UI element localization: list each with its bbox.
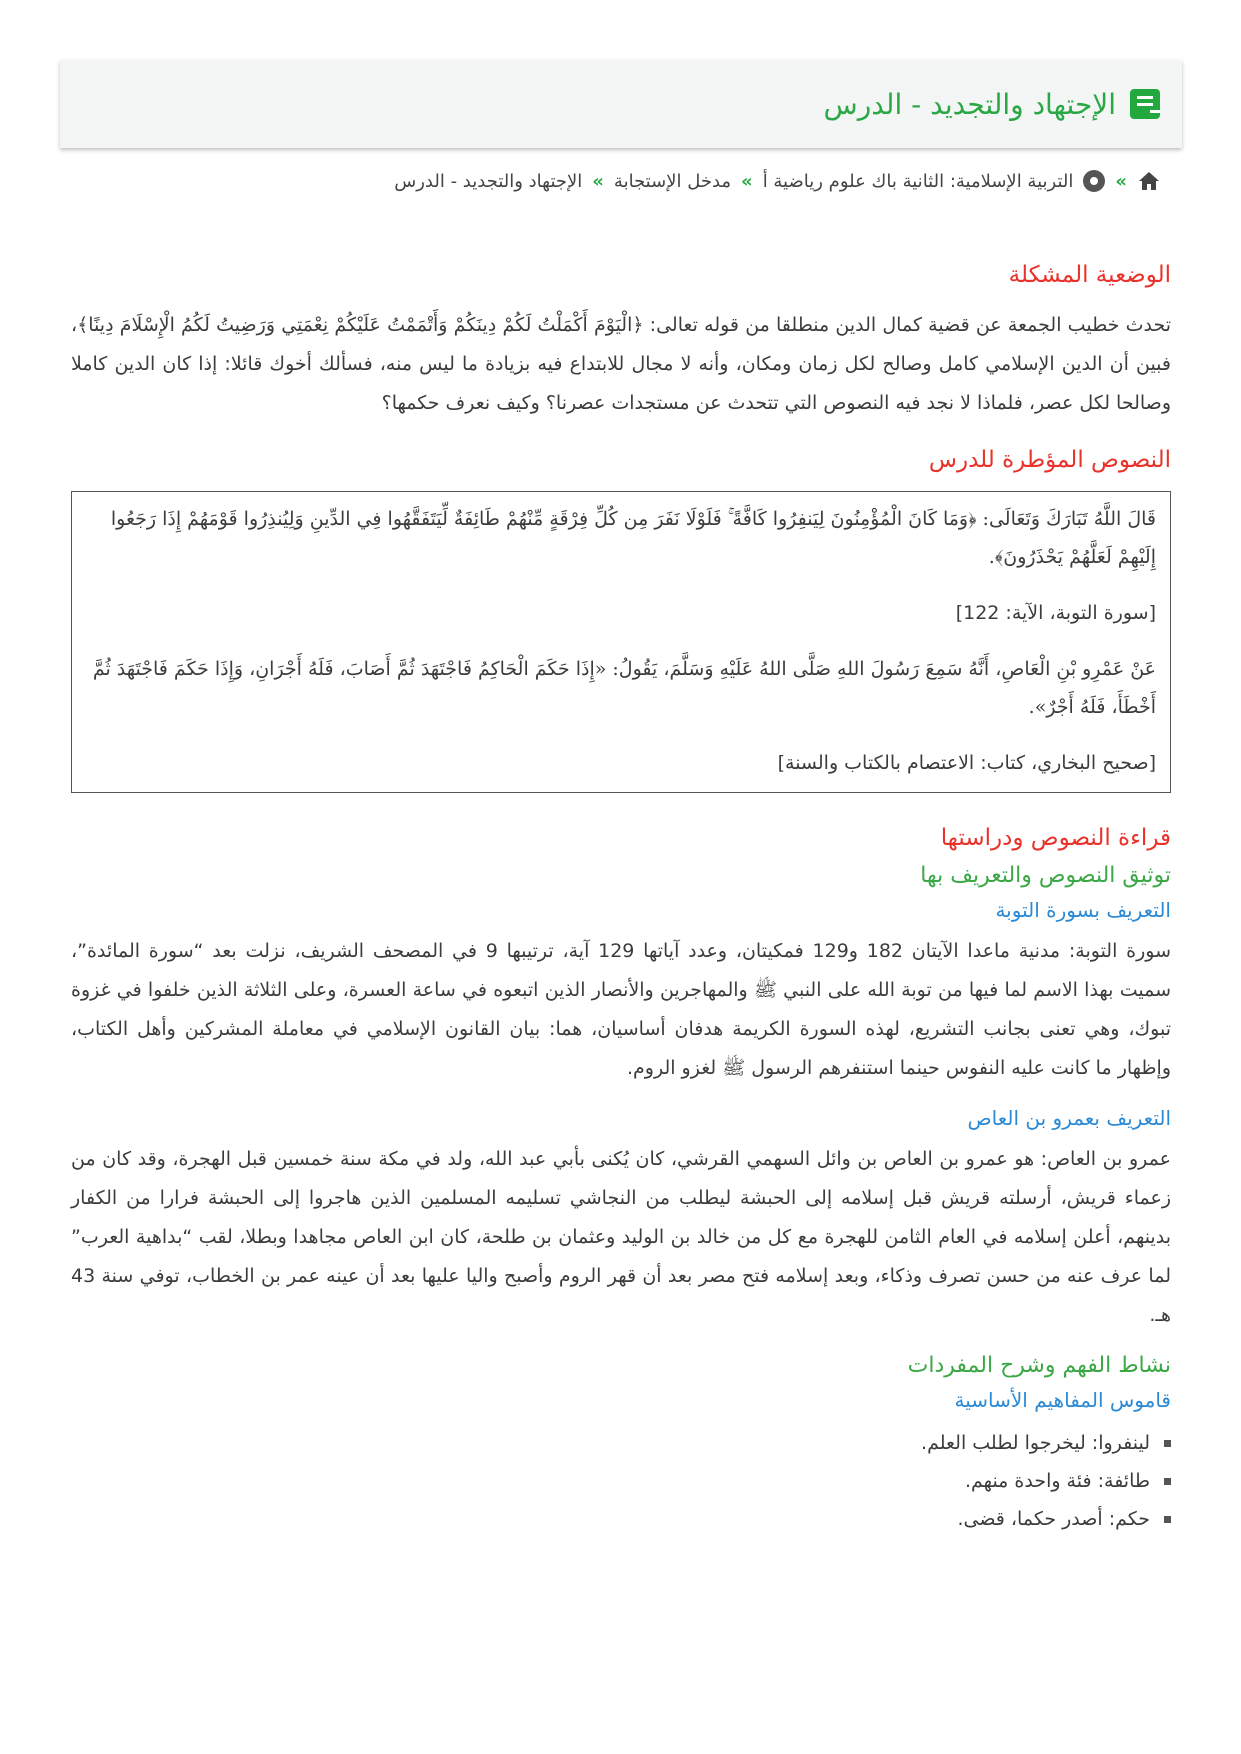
hadith-text: عَنْ عَمْرِو بْنِ الْعَاصِ، أَنَّهُ سَمِعَ رَسُولَ اللهِ صَلَّى اللهُ عَلَيْهِ وَسَلَّمَ، يَقُولُ: «إِذَا حَكَمَ الْحَاكِمُ فَاجْتَهَدَ ثُمَّ أَصَابَ، فَلَهُ أَجْرَانِ، وَإِذَا حَكَمَ فَاجْتَهَدَ ثُمَّ أَخْطَأَ، فَلَهُ أَجْرٌ». (92, 658, 1156, 718)
breadcrumb-item-subject[interactable]: التربية الإسلامية: الثانية باك علوم رياضية أ (762, 170, 1074, 192)
list-item: حكم: أصدر حكما، قضى. (71, 1500, 1171, 1538)
list-item: لينفروا: ليخرجوا لطلب العلم. (71, 1424, 1171, 1462)
home-icon[interactable] (1137, 170, 1161, 192)
page-header (60, 60, 1182, 148)
surah-title: التعريف بسورة التوبة (995, 898, 1171, 922)
document-icon (1130, 89, 1160, 119)
breadcrumb (394, 170, 1161, 192)
surah-text: سورة التوبة: مدنية ماعدا الآيتان 182 و129 فمكيتان، وعدد آياتها 129 آية، ترتيبها 9 في المصحف الشريف، نزلت بعد “سورة المائدة”، سميت بهذا الاسم لما فيها من توبة الله على النبي ﷺ والمهاجرين والأنصار الذين اتبعوه في ساعة العسرة، وعلى الثلاثة الذين خلفوا في غزوة تبوك، وهي تعنى بجانب التشريع، لهذه السورة الكريمة هدفان أساسيان، هما: بيان القانون الإسلامي في معاملة المشركين وأهل الكتاب، وإظهار ما كانت عليه النفوس حينما استنفرهم الرسول ﷺ لغزو الروم. (71, 940, 1171, 1079)
hadith-reference: [صحيح البخاري، كتاب: الاعتصام بالكتاب والسنة] (777, 752, 1156, 774)
subject-icon (1083, 170, 1105, 192)
understanding-heading: نشاط الفهم وشرح المفردات (907, 1353, 1171, 1378)
amr-text: عمرو بن العاص: هو عمرو بن العاص بن وائل السهمي القرشي، كان يُكنى بأبي عبد الله، ولد في مكة سنة خمسين قبل الهجرة، وقد كان من زعماء قريش، أرسلته قريش قبل إسلامه إلى الحبشة ليطلب من النجاشي تسليمه المسلمين الذين هاجروا إلى الحبشة فرارا من الكفار بدينهم، أعلن إسلامه في العام الثامن للهجرة مع كل من خالد بن الوليد وعثمان بن طلحة، كان ابن العاص مجاهدا وبطلا، لقب “بداهية العرب” لما عرف عنه من حسن تصرف وذكاء، وبعد إسلامه فتح مصر بعد أن قهر الروم وأصبح واليا عليها بعد أن عينه عمر بن الخطاب، توفي سنة 43 هـ. (71, 1148, 1171, 1326)
documentation-subheading: توثيق النصوص والتعريف بها (920, 863, 1171, 888)
verse-reference: [سورة التوبة، الآية: 122] (955, 602, 1156, 624)
framing-texts-heading: النصوص المؤطرة للدرس (928, 447, 1171, 473)
breadcrumb-separator: » (1115, 170, 1127, 192)
glossary-list (71, 1424, 1171, 1538)
glossary-title: قاموس المفاهيم الأساسية (954, 1388, 1171, 1412)
list-item: طائفة: فئة واحدة منهم. (71, 1462, 1171, 1500)
amr-title: التعريف بعمرو بن العاص (967, 1106, 1171, 1130)
breadcrumb-item-unit[interactable]: مدخل الإستجابة (613, 170, 732, 192)
breadcrumb-item-current: الإجتهاد والتجديد - الدرس (394, 170, 583, 192)
breadcrumb-separator: » (741, 170, 753, 192)
page-title: الإجتهاد والتجديد - الدرس (823, 87, 1116, 121)
framing-texts-box (71, 491, 1171, 793)
breadcrumb-separator: » (592, 170, 604, 192)
reading-heading: قراءة النصوص ودراستها (940, 825, 1171, 851)
problem-text: تحدث خطيب الجمعة عن قضية كمال الدين منطلقا من قوله تعالى: ﴿الْيَوْمَ أَكْمَلْتُ لَكُمْ دِينَكُمْ وَأَتْمَمْتُ عَلَيْكُمْ نِعْمَتِي وَرَضِيتُ لَكُمُ الْإِسْلَامَ دِينًا﴾، فبين أن الدين الإسلامي كامل وصالح لكل زمان ومكان، وأنه لا مجال للابتداع فيه بزيادة ما ليس منه، فسألك أخوك قائلا: إذا كان الدين كاملا وصالحا لكل عصر، فلماذا لا نجد فيه النصوص التي تتحدث عن مستجدات عصرنا؟ وكيف نعرف حكمها؟ (71, 314, 1171, 414)
quran-verse: قَالَ اللَّهُ تَبَارَكَ وَتَعَالَى: ﴿وَمَا كَانَ الْمُؤْمِنُونَ لِيَنفِرُوا كَافَّةً ۚ فَلَوْلَا نَفَرَ مِن كُلِّ فِرْقَةٍ مِّنْهُمْ طَائِفَةٌ لِّيَتَفَقَّهُوا فِي الدِّينِ وَلِيُنذِرُوا قَوْمَهُمْ إِذَا رَجَعُوا إِلَيْهِمْ لَعَلَّهُمْ يَحْذَرُونَ﴾. (110, 508, 1156, 568)
problem-heading: الوضعية المشكلة (1008, 262, 1171, 288)
lesson-content (71, 262, 1171, 1538)
